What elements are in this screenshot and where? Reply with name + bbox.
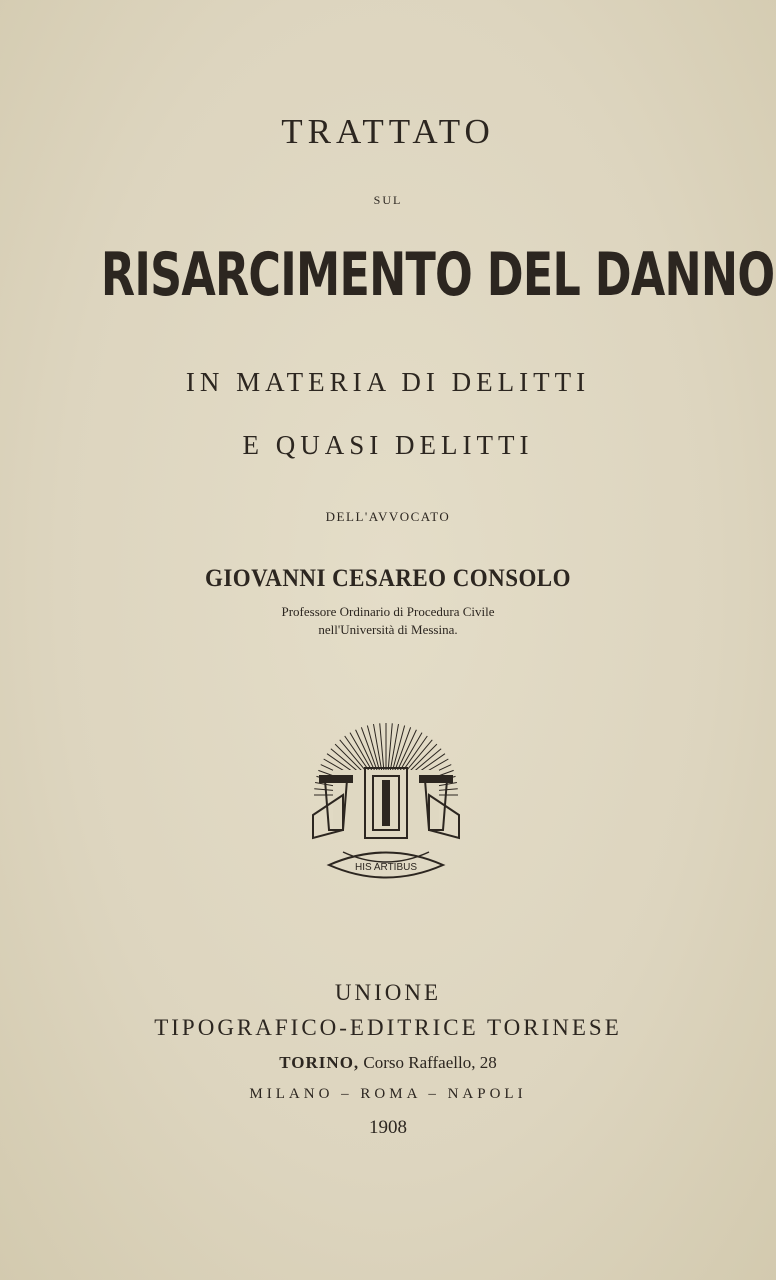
author-role-2: nell'Università di Messina. (318, 622, 458, 637)
title-line-trattato: TRATTATO (281, 112, 495, 151)
author-role-1: Professore Ordinario di Procedura Civile (281, 604, 495, 619)
emblem-motto: HIS ARTIBUS (354, 862, 418, 873)
publisher-line-2: TIPOGRAFICO-EDITRICE TORINESE (154, 1015, 622, 1040)
main-title: RISARCIMENTO DEL DANNO (100, 240, 775, 310)
publisher-emblem-icon (303, 720, 469, 892)
publication-year: 1908 (369, 1117, 407, 1138)
publisher-city: TORINO, (279, 1053, 360, 1072)
publisher-line-1: UNIONE (334, 980, 442, 1005)
author-prefix: DELL'AVVOCATO (325, 509, 451, 524)
title-line-sul: SUL (373, 193, 403, 207)
publisher-street: Corso Raffaello, 28 (359, 1053, 497, 1072)
author-name: GIOVANNI CESAREO CONSOLO (205, 565, 571, 592)
subtitle-line-2: E QUASI DELITTI (242, 430, 534, 460)
publisher-cities: MILANO – ROMA – NAPOLI (249, 1086, 527, 1102)
subtitle-line-1: IN MATERIA DI DELITTI (185, 367, 591, 397)
publisher-address (0, 1053, 776, 1073)
